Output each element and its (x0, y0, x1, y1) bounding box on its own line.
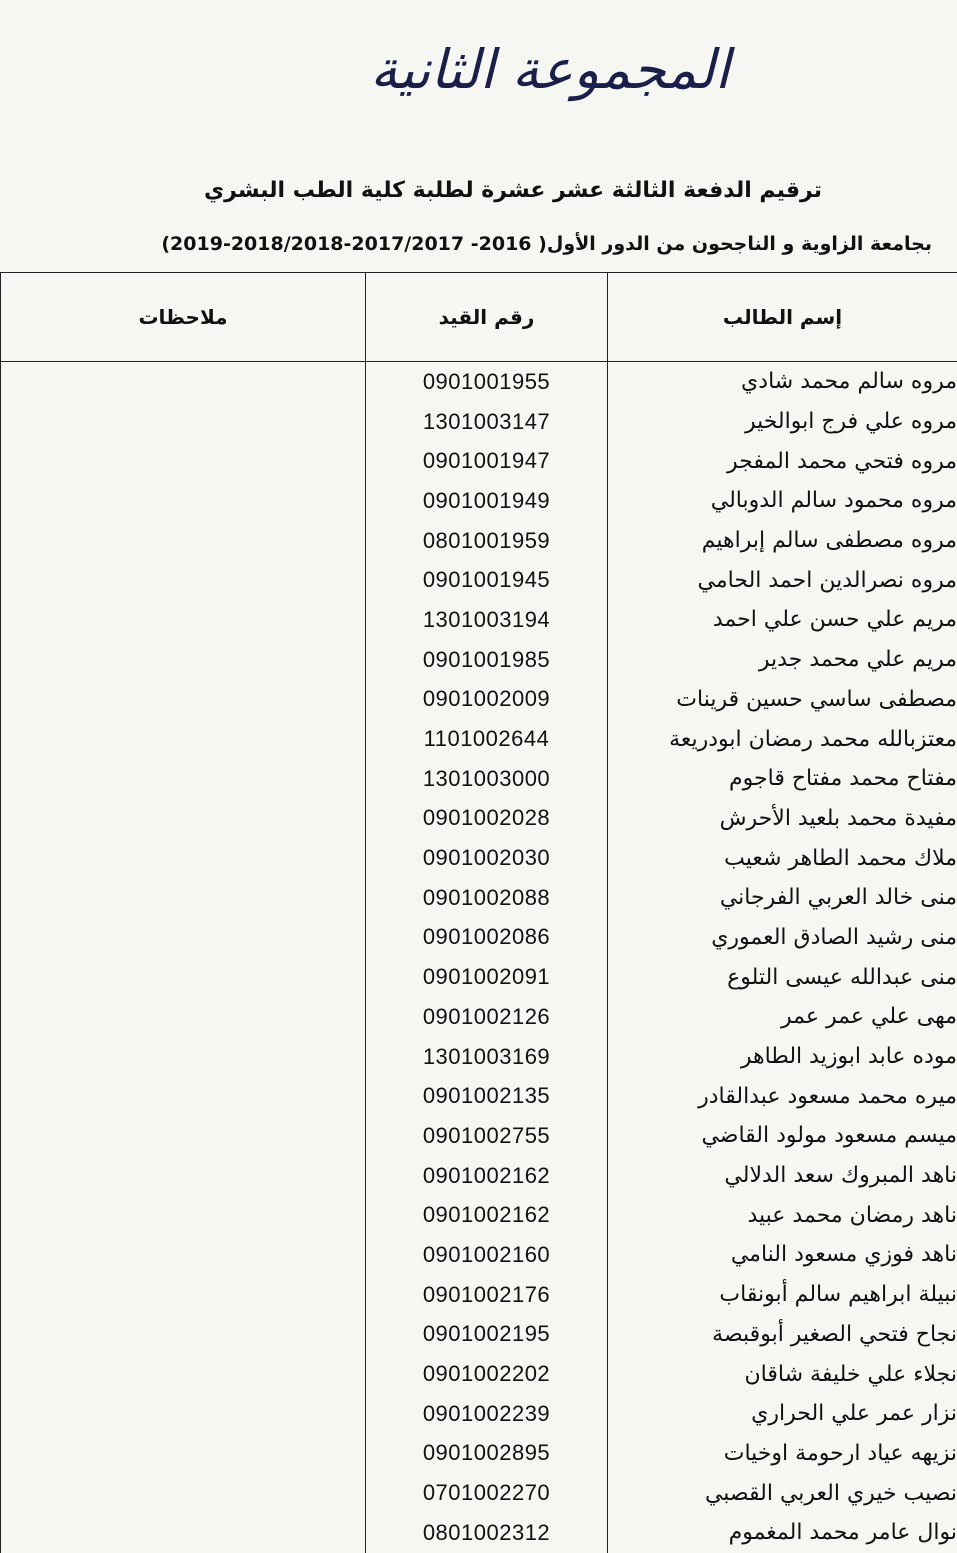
registration-number-cell: 0901002009 (366, 680, 608, 720)
header-notes: ملاحظات (1, 273, 366, 362)
student-name-cell: مفتاح محمد مفتاح قاجوم (608, 759, 957, 799)
notes-cell (1, 799, 366, 839)
student-name-cell: معتزبالله محمد رمضان ابودريعة (608, 719, 957, 759)
registration-number-cell: 1301003194 (366, 600, 608, 640)
student-name-cell: مصطفى ساسي حسين قرينات (608, 680, 957, 720)
student-name-cell: مروه فتحي محمد المفجر (608, 441, 957, 481)
notes-cell (1, 1195, 366, 1235)
notes-cell (1, 878, 366, 918)
registration-number-cell: 0901002239 (366, 1394, 608, 1434)
table-row (1, 441, 957, 481)
registration-number-cell: 0901002162 (366, 1156, 608, 1196)
document-subtitle: بجامعة الزاوية و الناجحون من الدور الأول( 2016- 2017/2017-2018/2018-2019) (32, 233, 932, 255)
table-row (1, 1394, 957, 1434)
table-row (1, 1473, 957, 1513)
table-row (1, 1315, 957, 1355)
registration-number-cell: 0901001945 (366, 560, 608, 600)
student-name-cell: موده عابد ابوزيد الطاهر (608, 1037, 957, 1077)
student-name-cell: مروه مصطفى سالم إبراهيم (608, 521, 957, 561)
table-body (1, 362, 957, 1553)
registration-number-cell: 1301003169 (366, 1037, 608, 1077)
registration-number-cell: 0901002086 (366, 918, 608, 958)
student-name-cell: ناهد رمضان محمد عبيد (608, 1195, 957, 1235)
notes-cell (1, 481, 366, 521)
notes-cell (1, 1394, 366, 1434)
document-title: ترقيم الدفعة الثالثة عشر عشرة لطلبة كلية الطب البشري (122, 178, 822, 203)
notes-cell (1, 1275, 366, 1315)
notes-cell (1, 1513, 366, 1553)
registration-number-cell: 0901002176 (366, 1275, 608, 1315)
registration-number-cell: 0901002162 (366, 1195, 608, 1235)
registration-number-cell: 0901002195 (366, 1315, 608, 1355)
student-name-cell: منى رشيد الصادق العموري (608, 918, 957, 958)
table-row (1, 1076, 957, 1116)
registration-number-cell: 1301003000 (366, 759, 608, 799)
table-row (1, 957, 957, 997)
notes-cell (1, 1434, 366, 1474)
table-row (1, 1037, 957, 1077)
student-name-cell: منى عبدالله عيسى التلوع (608, 957, 957, 997)
table-row (1, 918, 957, 958)
table-row (1, 1195, 957, 1235)
notes-cell (1, 402, 366, 442)
table-row (1, 1354, 957, 1394)
notes-cell (1, 600, 366, 640)
notes-cell (1, 918, 366, 958)
student-name-cell: مروه علي فرج ابوالخير (608, 402, 957, 442)
student-name-cell: نزيهه عياد ارحومة اوخيات (608, 1434, 957, 1474)
notes-cell (1, 441, 366, 481)
notes-cell (1, 640, 366, 680)
table-row (1, 362, 957, 402)
registration-number-cell: 0901001949 (366, 481, 608, 521)
table-row (1, 719, 957, 759)
student-name-cell: مروه محمود سالم الدوبالي (608, 481, 957, 521)
notes-cell (1, 1037, 366, 1077)
registration-number-cell: 0901002135 (366, 1076, 608, 1116)
registration-number-cell: 0901002028 (366, 799, 608, 839)
notes-cell (1, 1235, 366, 1275)
student-name-cell: منى خالد العربي الفرجاني (608, 878, 957, 918)
student-name-cell: ناهد المبروك سعد الدلالي (608, 1156, 957, 1196)
student-roster-table (0, 272, 957, 1553)
student-name-cell: مفيدة محمد بلعيد الأحرش (608, 799, 957, 839)
notes-cell (1, 1315, 366, 1355)
table-row (1, 600, 957, 640)
student-name-cell: نجاح فتحي الصغير أبوقبصة (608, 1315, 957, 1355)
table-row (1, 799, 957, 839)
notes-cell (1, 362, 366, 402)
notes-cell (1, 1156, 366, 1196)
notes-cell (1, 560, 366, 600)
registration-number-cell: 1101002644 (366, 719, 608, 759)
table-row (1, 1513, 957, 1553)
table-row (1, 680, 957, 720)
notes-cell (1, 719, 366, 759)
notes-cell (1, 997, 366, 1037)
registration-number-cell: 0801001959 (366, 521, 608, 561)
registration-number-cell: 0901001985 (366, 640, 608, 680)
student-name-cell: مريم علي حسن علي احمد (608, 600, 957, 640)
header-student-name: إسم الطالب (608, 273, 957, 362)
table-row (1, 1235, 957, 1275)
registration-number-cell: 0901002030 (366, 838, 608, 878)
notes-cell (1, 759, 366, 799)
table-row (1, 878, 957, 918)
registration-number-cell: 0901002895 (366, 1434, 608, 1474)
table-row (1, 521, 957, 561)
table-row (1, 1116, 957, 1156)
student-name-cell: مريم علي محمد جدير (608, 640, 957, 680)
notes-cell (1, 957, 366, 997)
table-row (1, 1156, 957, 1196)
table-row (1, 402, 957, 442)
registration-number-cell: 0901001955 (366, 362, 608, 402)
handwritten-group-heading: المجموعة الثانية (300, 38, 800, 101)
notes-cell (1, 1076, 366, 1116)
student-name-cell: ناهد فوزي مسعود النامي (608, 1235, 957, 1275)
table-row (1, 997, 957, 1037)
registration-number-cell: 0801002312 (366, 1513, 608, 1553)
header-registration-number: رقم القيد (366, 273, 608, 362)
registration-number-cell: 0701002270 (366, 1473, 608, 1513)
registration-number-cell: 0901002091 (366, 957, 608, 997)
registration-number-cell: 0901002126 (366, 997, 608, 1037)
notes-cell (1, 521, 366, 561)
registration-number-cell: 0901002755 (366, 1116, 608, 1156)
notes-cell (1, 838, 366, 878)
registration-number-cell: 0901002202 (366, 1354, 608, 1394)
table-header-row (1, 273, 957, 362)
notes-cell (1, 1354, 366, 1394)
student-name-cell: نصيب خيري العربي القصبي (608, 1473, 957, 1513)
student-name-cell: نزار عمر علي الحراري (608, 1394, 957, 1434)
student-name-cell: ميسم مسعود مولود القاضي (608, 1116, 957, 1156)
table-row (1, 759, 957, 799)
student-name-cell: نبيلة ابراهيم سالم أبونقاب (608, 1275, 957, 1315)
table-row (1, 1275, 957, 1315)
table-row (1, 560, 957, 600)
student-name-cell: نوال عامر محمد المغموم (608, 1513, 957, 1553)
notes-cell (1, 680, 366, 720)
student-name-cell: ملاك محمد الطاهر شعيب (608, 838, 957, 878)
registration-number-cell: 1301003147 (366, 402, 608, 442)
table-row (1, 640, 957, 680)
notes-cell (1, 1473, 366, 1513)
student-name-cell: مروه نصرالدين احمد الحامي (608, 560, 957, 600)
notes-cell (1, 1116, 366, 1156)
table-row (1, 481, 957, 521)
student-name-cell: نجلاء علي خليفة شاقان (608, 1354, 957, 1394)
student-name-cell: مروه سالم محمد شادي (608, 362, 957, 402)
registration-number-cell: 0901001947 (366, 441, 608, 481)
student-name-cell: مهى علي عمر عمر (608, 997, 957, 1037)
registration-number-cell: 0901002088 (366, 878, 608, 918)
table-row (1, 1434, 957, 1474)
table-row (1, 838, 957, 878)
registration-number-cell: 0901002160 (366, 1235, 608, 1275)
student-name-cell: ميره محمد مسعود عبدالقادر (608, 1076, 957, 1116)
